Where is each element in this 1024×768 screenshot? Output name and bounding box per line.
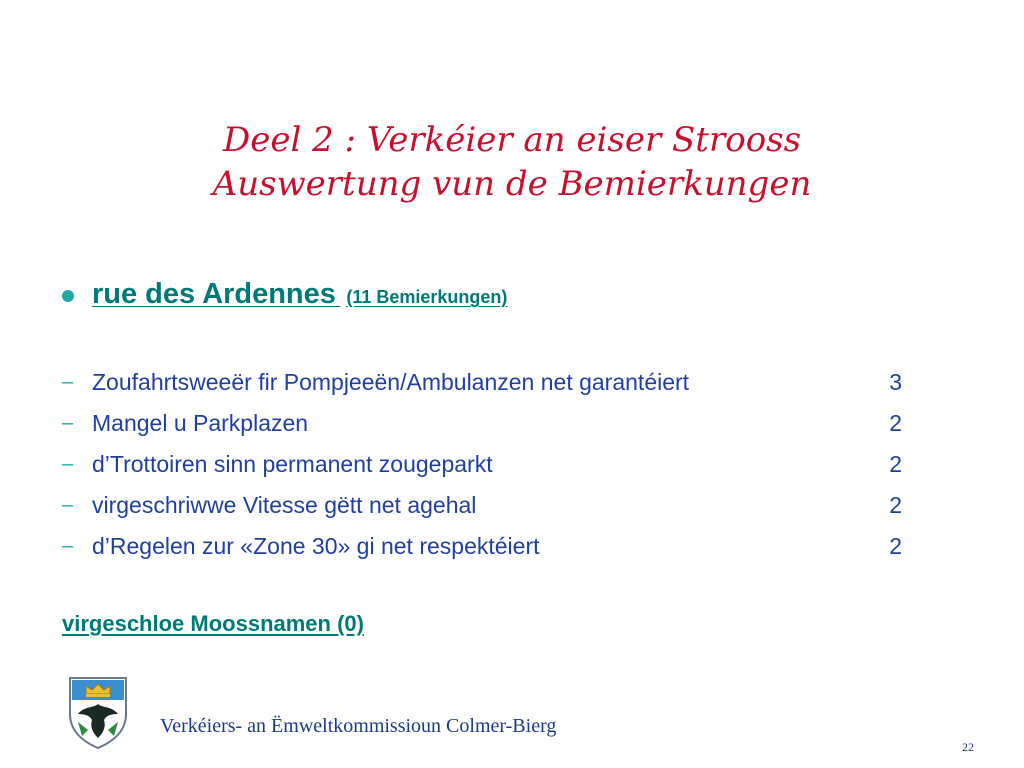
dash-bullet-icon: – [62,453,74,475]
dash-bullet-icon: – [62,412,74,434]
item-count: 2 [889,410,902,436]
item-text: Mangel u Parkplazen [92,410,309,436]
bullet-icon [62,290,74,302]
list-item [62,444,902,485]
dash-bullet-icon: – [62,371,74,393]
footer-text: Verkéiers- an Ëmweltkommissioun Colmer-Bierg [160,715,557,737]
measures-link[interactable]: virgeschloe Moossnamen (0) [62,611,364,636]
dash-bullet-icon: – [62,494,74,516]
dash-bullet-icon: – [62,535,74,557]
slide-title [0,118,1024,206]
list-item [62,403,902,444]
title-line-2: Auswertung vun de Bemierkungen [212,164,812,204]
section-count: (11 Bemierkungen) [346,287,508,307]
list-item [62,362,902,403]
title-line-1: Deel 2 : Verkéier an eiser Strooss [222,120,802,160]
section-link[interactable] [92,278,507,311]
item-text: d’Trottoiren sinn permanent zougeparkt [92,451,493,477]
remarks-list [62,362,902,567]
coat-of-arms-icon [66,674,130,750]
item-count: 2 [889,533,902,559]
item-count: 2 [889,451,902,477]
item-text: d’Regelen zur «Zone 30» gi net respektéiert [92,533,540,559]
item-text: virgeschriwwe Vitesse gëtt net agehal [92,492,477,518]
item-count: 2 [889,492,902,518]
section-heading [62,278,507,311]
item-text: Zoufahrtsweeër fir Pompjeeën/Ambulanzen net garantéiert [92,369,690,395]
section-name: rue des Ardennes [92,278,336,310]
item-count: 3 [889,369,902,395]
list-item [62,485,902,526]
slide-number: 22 [962,740,974,754]
list-item [62,526,902,567]
